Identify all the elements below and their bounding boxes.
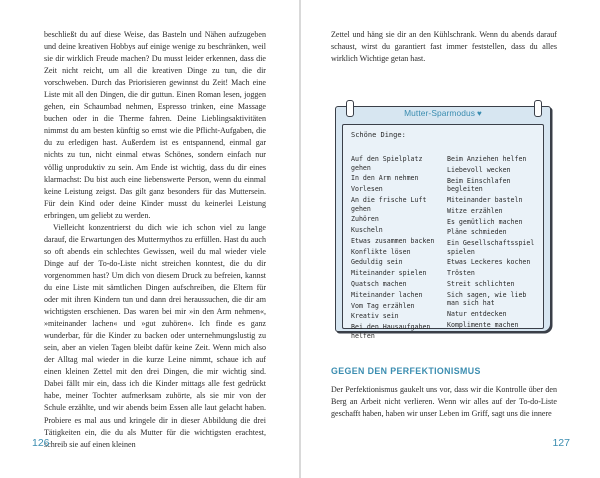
list-item: Quatsch machen xyxy=(351,280,407,288)
paragraph: Zettel und häng sie dir an den Kühlschrank. Wenn du abends darauf schaust, wirst du garantiert fast immer feststellen, dass du alles wirklich Wichtige getan hast. xyxy=(331,30,557,64)
list-item: Etwas zusammen backen xyxy=(351,236,435,245)
list-item: Liebevoll wecken xyxy=(447,165,511,174)
list-item: Bei den Hausaufgaben helfen xyxy=(351,323,431,340)
list-item: Vorlesen xyxy=(351,185,383,194)
right-top-text xyxy=(331,29,557,65)
list-item: Miteinander lachen xyxy=(351,290,423,299)
left-page xyxy=(0,0,299,478)
list-item: Vom Tag erzählen xyxy=(351,301,415,310)
list-item: Kuscheln xyxy=(351,226,383,235)
list-item: Witze erzählen xyxy=(447,206,503,215)
right-bottom-text xyxy=(331,384,557,420)
list-item: Streit schlichten xyxy=(447,280,515,288)
list-item: Beim Anziehen helfen xyxy=(447,155,527,163)
list-item: Miteinander spielen xyxy=(351,269,427,278)
list-item: Zuhören xyxy=(351,215,379,224)
list-item: Natur entdecken xyxy=(447,310,507,319)
list-item: Trösten xyxy=(447,269,475,278)
list-item: Kreativ sein xyxy=(351,312,399,321)
list-item: In den Arm nehmen xyxy=(351,174,419,183)
heart-icon: ♥ xyxy=(477,109,482,118)
list-item: Komplimente machen xyxy=(447,320,519,329)
list-item: Miteinander basteln xyxy=(447,195,523,204)
paragraph: Der Perfektionismus gaukelt uns vor, dass wir die Kontrolle über den Berg an Arbeit nicht verlieren. Wenn wir alles auf der To-do-Liste geschafft haben, haben wir unser Leben im Griff, sagt uns die innere xyxy=(331,385,557,419)
list-item: Auf den Spielplatz gehen xyxy=(351,155,423,172)
page-number-left: 126 xyxy=(32,437,50,449)
paragraph: Vielleicht konzentrierst du dich wie ich schon viel zu lange darauf, die Erwartungen des Muttermythos zu erfüllen. Hast du auch so oft abends ein schlechtes Gewissen, weil du mal wieder viele Dinge auf der To-do-Liste nicht streichen konntest, die du dir vorgenommen hast? Um dich von diesem Druck zu befreien, kannst du eine Liste mit sämtlichen Dingen aufschreiben, die Eltern für oder mit ihren Kindern tun und dann drei heraussuchen, die dir am wichtigsten erschienen. Das waren bei mir »in den Arm nehmen«, »miteinander lachen« und »gut zuhören«. Ich finde es ganz wunderbar, für die Kinder zu backen oder unternehmungslustig zu sein, aber an vielen Tagen bleibt dafür keine Zeit. Wenn mich also der Alltag mal wieder in die kurze Leine nimmt, schaue ich auf einen kleinen Zettel mit den drei Dingen, die mir wichtig sind. Dabei fällt mir ein, dass ich die Kinder mittags alle fest gedrückt habe, meiner Tochter aufmerksam zuhörte, als sie mir von der Schule erzählte, und wir abends beim Essen alle laut gelacht haben. Probiere es mal aus und kringele dir in dieser Abbildung die drei Tätigkeiten ein, die du als Mutter für die wichtigsten erachtest, schreib sie auf einen kleinen xyxy=(44,222,266,449)
paragraph: beschließt du auf diese Weise, das Basteln und Nähen aufzugeben und deine kreativen Hobbys auf einige wenige zu beschränken, weil sie dir wirklich Freude machen? Du musst leider erkennen, dass die Zeit nicht reicht, um all die kreativen Dinge zu tun, die dir vorschweben. Durch das Priorisieren gewinnst du Zeit! Mach eine Liste mit all den Dingen, die dir guttun. Einen Roman lesen, joggen gehen, ein Schaumbad nehmen, Espresso trinken, eine Massage buchen oder in die Therme fahren. Deine Lieblingsaktivitäten nimmst du am besten künftig so ernst wie die Pflicht-Aufgaben, die du zu erledigen hast. Außerdem ist es entspannend, einmal gar nichts zu tun, nicht einmal etwas Schönes, sondern einfach nur völlig unproduktiv zu sein. Am Ende ist wichtig, dass du dir eines klarmachst: Du bist auch eine liebenswerte Person, wenn du einmal keine Leistung zeigst. Das gilt ganz besonders für das Muttersein. Für dein Kind oder deine Kinder musst du keinerlei Leistung erbringen, um geliebt zu werden. xyxy=(44,30,266,220)
list-item: Es gemütlich machen xyxy=(447,217,523,226)
list-item: Ein Gesellschaftsspiel spielen xyxy=(447,239,535,256)
list-item: Konflikte lösen xyxy=(351,247,411,256)
notepad-list-area xyxy=(342,124,544,340)
list-item: Geduldig sein xyxy=(351,258,403,267)
list-item: Etwas Leckeres kochen xyxy=(447,258,531,267)
list-item: An die frische Luft gehen xyxy=(351,195,427,213)
notepad-title xyxy=(336,108,550,118)
notepad-illustration xyxy=(331,97,553,340)
list-heading: Schöne Dinge: xyxy=(351,131,406,139)
list-item: Pläne schmieden xyxy=(447,228,507,237)
list-column-right xyxy=(447,155,539,332)
section-heading: GEGEN DEN PERFEKTIONISMUS xyxy=(331,366,481,376)
page-number-right: 127 xyxy=(552,437,570,449)
right-page xyxy=(301,0,600,478)
list-item: Sich sagen, wie lieb man sich hat xyxy=(447,290,527,308)
notepad-title-text: Mutter-Sparmodus xyxy=(404,108,476,118)
left-body-text xyxy=(44,29,266,451)
list-column-left xyxy=(351,155,443,343)
list-item: Beim Einschlafen begleiten xyxy=(447,176,511,194)
notepad-sheet xyxy=(335,106,551,340)
